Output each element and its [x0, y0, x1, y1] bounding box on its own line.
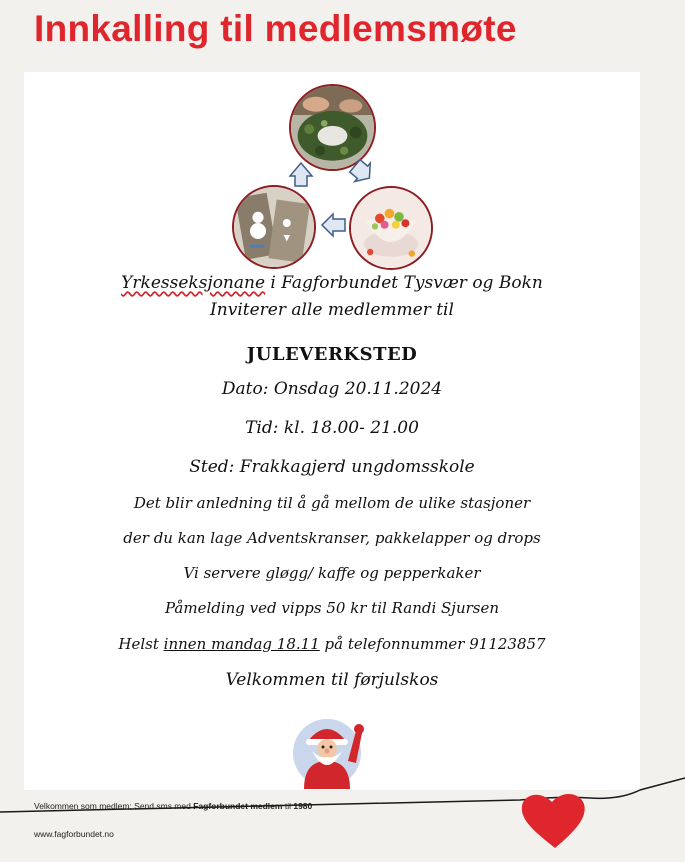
organizer-name: Yrkesseksjonane [121, 273, 266, 293]
candy-photo [349, 186, 433, 270]
deadline-date: innen mandag 18.11 [163, 635, 320, 653]
website-link[interactable]: www.fagforbundet.no [34, 829, 114, 839]
description-line-2: der du kan lage Adventskranser, pakkelapper og drops [123, 529, 541, 547]
description-line-1: Det blir anledning til å gå mellom de ulike stasjoner [133, 494, 531, 512]
deadline-prefix: Helst [118, 635, 164, 653]
arrow-icon [347, 157, 375, 185]
member-sms-prefix: Velkommen som medlem: Send sms med [34, 801, 194, 811]
member-sms-mid: til [282, 801, 294, 811]
member-sms-keyword: Fagforbundet medlem [193, 801, 283, 811]
event-date: Dato: Onsdag 20.11.2024 [221, 379, 443, 399]
event-time: Tid: kl. 18.00- 21.00 [245, 418, 419, 438]
serving-line: Vi servere gløgg/ kaffe og pepperkaker [183, 564, 481, 582]
gift-tag-photo [232, 185, 316, 269]
heart-icon [0, 770, 685, 862]
invitation-line: Inviterer alle medlemmer til [210, 300, 454, 320]
deadline-phone: på telefonnummer 91123857 [319, 635, 546, 653]
event-place: Sted: Frakkagjerd ungdomsskole [189, 457, 475, 477]
arrow-icon [287, 160, 315, 188]
deadline-line [24, 635, 640, 653]
page-title: Innkalling til medlemsmøte [34, 8, 517, 49]
organizer-rest: i Fagforbundet Tysvær og Bokn [265, 273, 543, 293]
signup-line: Påmelding ved vipps 50 kr til Randi Sjursen [164, 599, 500, 617]
member-sms-number: 1980 [293, 801, 313, 811]
event-title: JULEVERKSTED [246, 344, 418, 365]
arrow-icon [319, 212, 348, 238]
organizer-line [24, 273, 640, 293]
welcome-line: Velkommen til førjulskos [225, 670, 439, 690]
